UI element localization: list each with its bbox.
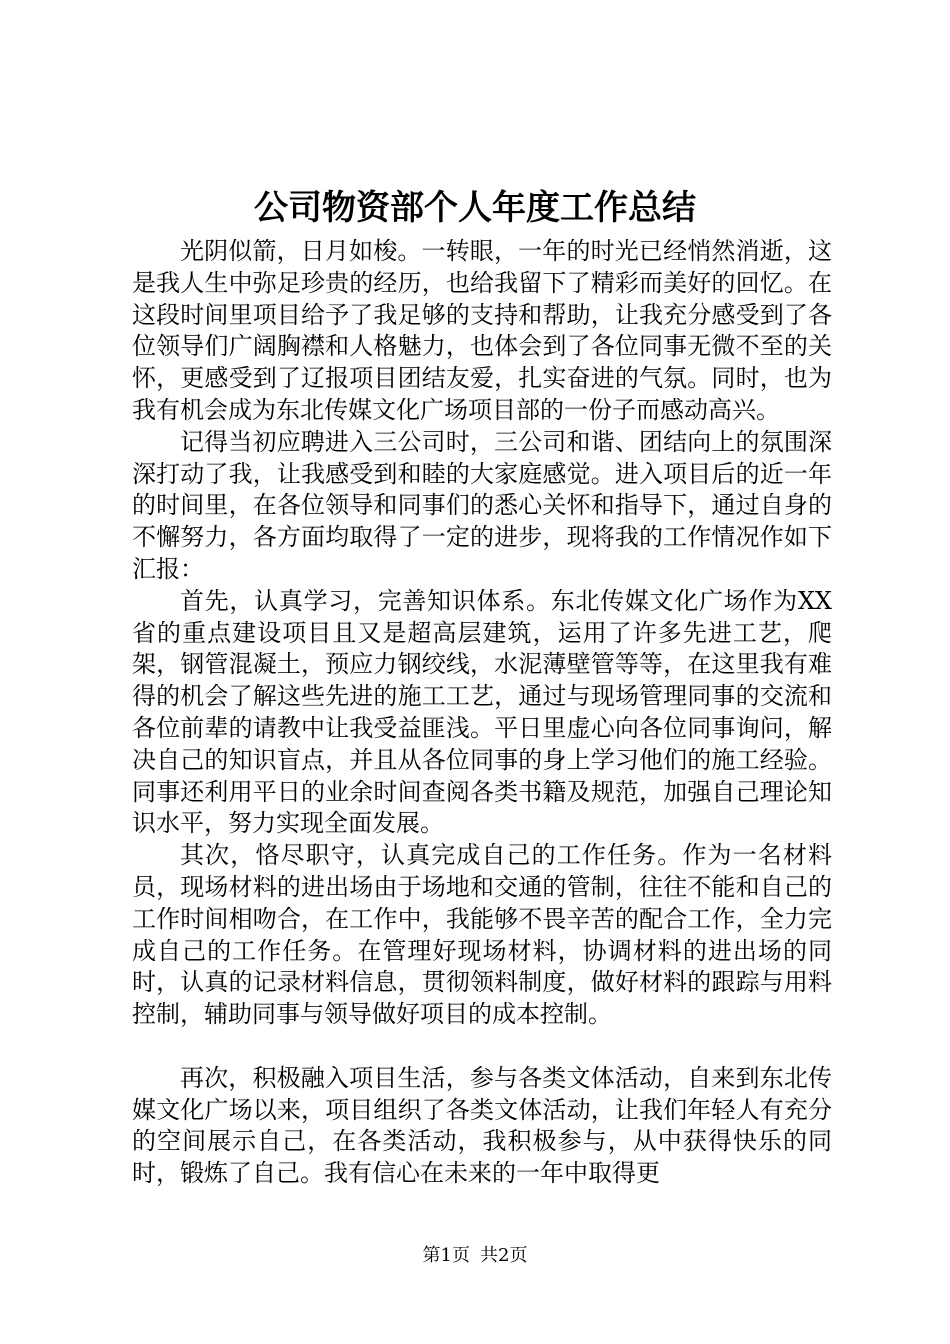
page-footer <box>0 1244 950 1268</box>
document-title: 公司物资部个人年度工作总结 <box>254 188 696 228</box>
paragraph-2: 记得当初应聘进入三公司时，三公司和谐、团结向上的氛围深深打动了我，让我感受到和睦的大家庭感觉。进入项目后的近一年的时间里，在各位领导和同事们的悉心关怀和指导下，通过自身的不懈努力，各方面均取得了一定的进步，现将我的工作情况作如下汇报： <box>132 427 832 583</box>
paragraph-4: 其次，恪尽职守，认真完成自己的工作任务。作为一名材料员，现场材料的进出场由于场地和交通的管制，往往不能和自己的工作时间相吻合，在工作中，我能够不畏辛苦的配合工作，全力完成自己的工作任务。在管理好现场材料，协调材料的进出场的同时，认真的记录材料信息，贯彻领料制度，做好材料的跟踪与用料控制，辅助同事与领导做好项目的成本控制。 <box>132 841 832 1029</box>
page-number-current: 第1页 <box>422 1245 470 1266</box>
paragraph-5: 再次，积极融入项目生活，参与各类文体活动，自来到东北传媒文化广场以来，项目组织了各类文体活动，让我们年轻人有充分的空间展示自己，在各类活动，我积极参与，从中获得快乐的同时，锻炼了自己。我有信心在未来的一年中取得更 <box>132 1063 832 1188</box>
paragraph-1: 光阴似箭，日月如梭。一转眼，一年的时光已经悄然消逝，这是我人生中弥足珍贵的经历，也给我留下了精彩而美好的回忆。在这段时间里项目给予了我足够的支持和帮助，让我充分感受到了各位领导们广阔胸襟和人格魅力，也体会到了各位同事无微不至的关怀，更感受到了辽报项目团结友爱，扎实奋进的气氛。同时，也为我有机会成为东北传媒文化广场项目部的一份子而感动高兴。 <box>132 237 832 424</box>
paragraph-3: 首先，认真学习，完善知识体系。东北传媒文化广场作为XX省的重点建设项目且又是超高层建筑，运用了许多先进工艺，爬架，钢管混凝土，预应力钢绞线，水泥薄壁管等等，在这里我有难得的机会了解这些先进的施工工艺，通过与现场管理同事的交流和各位前辈的请教中让我受益匪浅。平日里虚心向各位同事询问，解决自己的知识盲点，并且从各位同事的身上学习他们的施工经验。同事还利用平日的业余时间查阅各类书籍及规范，加强自己理论知识水平，努力实现全面发展。 <box>132 586 832 838</box>
page-number-total: 共2页 <box>480 1245 528 1266</box>
document-body <box>132 236 832 1190</box>
